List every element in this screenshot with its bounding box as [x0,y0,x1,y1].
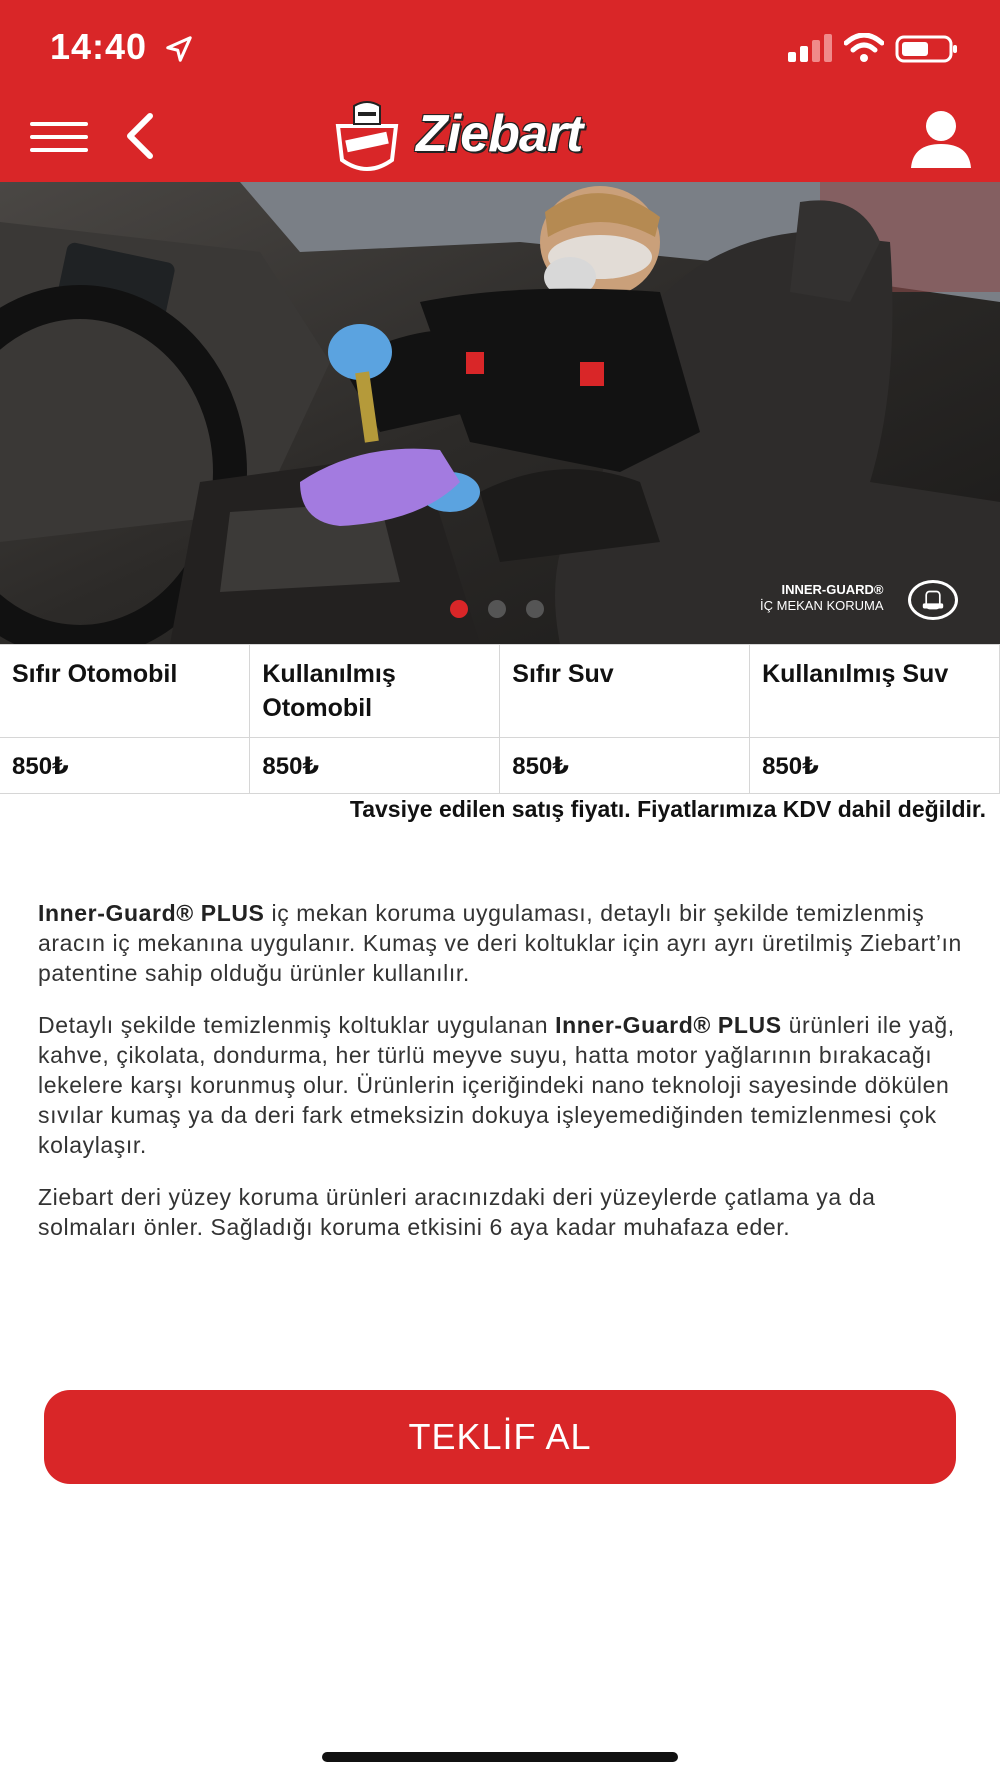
price-table-header-row [0,645,1000,738]
navigation-bar [0,90,1000,182]
user-profile-icon[interactable] [908,110,974,170]
car-seat-badge-icon [908,580,958,620]
menu-icon-line [30,148,88,152]
menu-icon-line [30,122,88,126]
location-arrow-icon [164,34,194,64]
price-note: Tavsiye edilen satış fiyatı. Fiyatlarımıza KDV dahil değildir. [349,796,986,822]
product-description [38,898,968,1264]
price-table-value-cell: 850₺ [750,738,1000,794]
price-table-value-cell: 850₺ [500,738,750,794]
app-header-background [0,0,1000,182]
brand-name: Ziebart [416,105,583,163]
home-indicator[interactable] [322,1752,678,1762]
price-table-value-cell: 850₺ [0,738,250,794]
wifi-icon [844,33,884,63]
back-arrow-icon[interactable] [120,112,160,160]
battery-icon [895,34,959,64]
badge-subtitle: İÇ MEKAN KORUMA [760,598,884,613]
hero-carousel[interactable] [0,182,1000,644]
product-name: Inner-Guard® PLUS [555,1012,782,1038]
description-paragraph [38,898,968,988]
car-interior-photo [0,182,1000,644]
price-table-value-row [0,738,1000,794]
product-badge [760,582,884,614]
knight-shield-icon [332,100,402,178]
price-table-header-cell: Kullanılmış Suv [750,645,1000,738]
description-text: Detaylı şekilde temizlenmiş koltuklar uygulanan [38,1012,556,1038]
carousel-dot[interactable] [526,600,544,618]
carousel-dots [450,600,544,618]
get-quote-button[interactable]: TEKLİF AL [44,1390,956,1484]
carousel-dot-active[interactable] [450,600,468,618]
status-bar [0,0,1000,90]
price-table-value-cell: 850₺ [250,738,500,794]
description-text: iç mekan koruma uygulaması, detaylı bir şekilde temizlenmiş aracın iç mekanına uygulanır. Kumaş ve deri koltuklar için ayrı ayrı üretilmiş Ziebart’ın patentine sahip olduğu ürünler kullanılır. [38,900,962,986]
cellular-signal-icon [788,34,836,62]
description-paragraph [38,1010,968,1160]
price-table-header-cell: Sıfır Otomobil [0,645,250,738]
brand-logo[interactable] [330,96,670,182]
description-paragraph: Ziebart deri yüzey koruma ürünleri aracınızdaki deri yüzeylerde çatlama ya da solmaları önler. Sağladığı koruma etkisini 6 aya kadar muhafaza eder. [38,1184,876,1240]
product-name: Inner-Guard® PLUS [38,900,265,926]
carousel-dot[interactable] [488,600,506,618]
status-time: 14:40 [50,26,148,67]
price-table [0,644,1000,794]
price-table-header-cell: Sıfır Suv [500,645,750,738]
badge-title: INNER-GUARD® [781,582,884,597]
description-text: ürünleri ile yağ, kahve, çikolata, dondurma, her türlü meyve suyu, hatta motor yağlarının bırakacağı lekelere karşı korunmuş olur. Ürünlerin içeriğindeki nano teknoloji sayesinde dökülen sıvılar kumaş ya da deri fark etmeksizin dokuya işleyemediğinden temizlenmesi çok kolaylaşır. [38,1012,955,1158]
price-table-header-cell: Kullanılmış Otomobil [250,645,500,738]
menu-button[interactable] [30,122,88,152]
menu-icon-line [30,135,88,139]
